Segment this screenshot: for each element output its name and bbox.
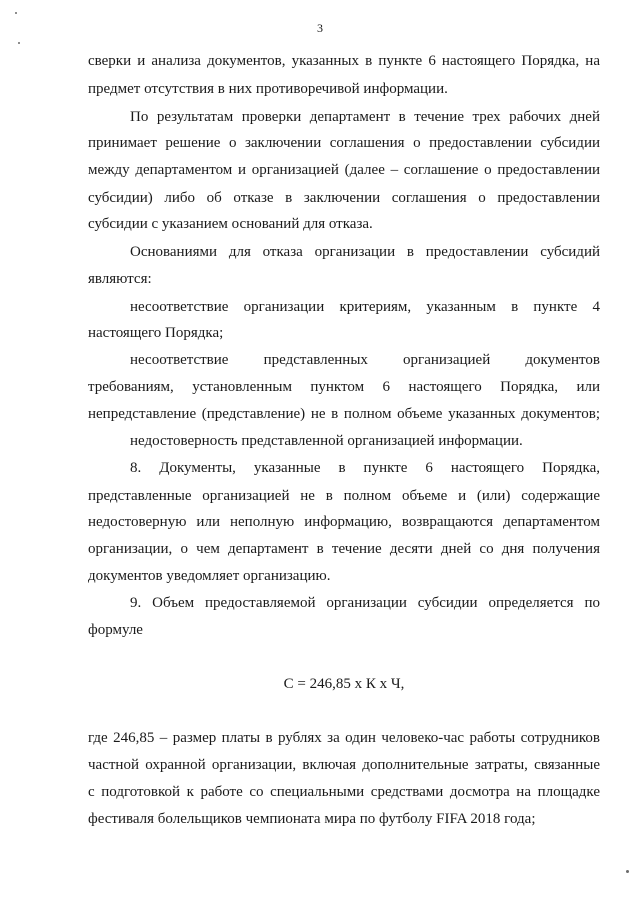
- text-line: недостоверность представленной организацией информации.: [130, 433, 523, 449]
- text-line: требованиям, установленным пунктом 6 настоящего Порядка, или: [88, 379, 600, 395]
- text-line: где 246,85 – размер платы в рублях за один человеко-час работы сотрудников: [88, 730, 600, 746]
- text-line: субсидии с указанием оснований для отказа.: [88, 216, 373, 232]
- text-line: с подготовкой к работе со специальными средствами досмотра на площадке: [88, 784, 600, 800]
- text-line: сверки и анализа документов, указанных в пункте 6 настоящего Порядка, на: [88, 53, 600, 69]
- text-line: формуле: [88, 622, 143, 638]
- text-line: между департаментом и организацией (далее – соглашение о предоставлении: [88, 162, 600, 178]
- text-line: субсидии) либо об отказе в заключении соглашения о предоставлении: [88, 190, 600, 206]
- text-line: предмет отсутствия в них противоречивой информации.: [88, 81, 448, 97]
- text-line: принимает решение о заключении соглашения о предоставлении субсидии: [88, 135, 600, 151]
- scan-speck: [18, 42, 20, 44]
- text-line: 9. Объем предоставляемой организации субсидии определяется по: [130, 595, 600, 611]
- text-line: документов уведомляет организацию.: [88, 568, 331, 584]
- text-line: непредставление (представление) не в полном объеме указанных документов;: [88, 406, 600, 422]
- formula: С = 246,85 х К х Ч,: [283, 676, 405, 692]
- text-line: являются:: [88, 271, 152, 287]
- text-line: недостоверную или неполную информацию, возвращаются департаментом: [88, 514, 600, 530]
- page-number: 3: [317, 21, 323, 35]
- text-line: несоответствие представленных организацией документов: [130, 352, 600, 368]
- text-line: частной охранной организации, включая дополнительные затраты, связанные: [88, 757, 600, 773]
- text-line: настоящего Порядка;: [88, 325, 224, 341]
- text-line: представленные организацией не в полном объеме и (или) содержащие: [88, 488, 600, 504]
- text-line: несоответствие организации критериям, указанным в пункте 4: [130, 299, 600, 315]
- scan-speck: [626, 870, 629, 873]
- text-line: фестиваля болельщиков чемпионата мира по футболу FIFA 2018 года;: [88, 811, 536, 827]
- text-line: организации, о чем департамент в течение десяти дней со дня получения: [88, 541, 600, 557]
- scan-speck: [15, 12, 17, 14]
- text-line: Основаниями для отказа организации в предоставлении субсидий: [130, 244, 600, 260]
- text-line: 8. Документы, указанные в пункте 6 настоящего Порядка,: [130, 460, 600, 476]
- text-line: По результатам проверки департамент в течение трех рабочих дней: [130, 109, 600, 125]
